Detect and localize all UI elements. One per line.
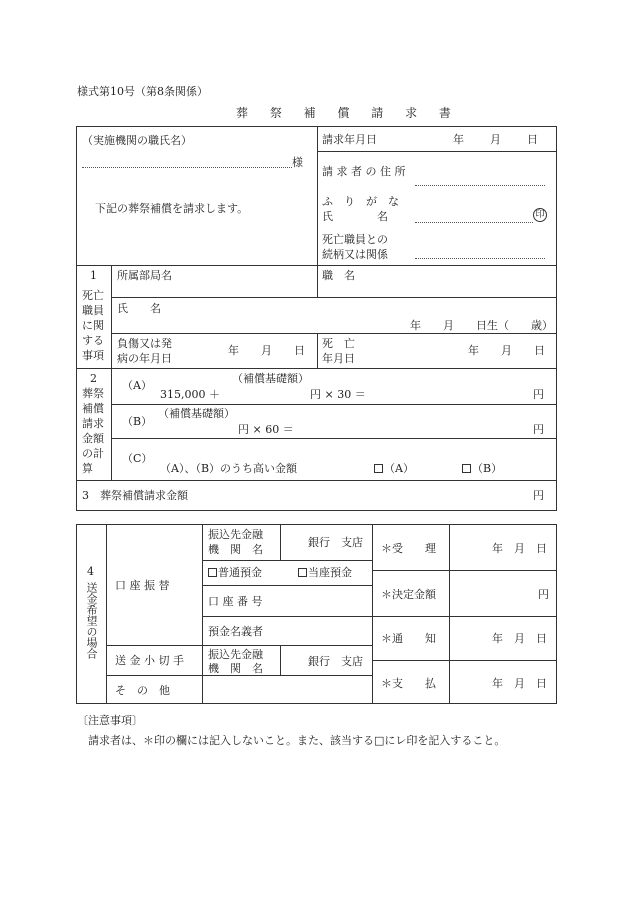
paid-date: 年 月 日 (492, 677, 547, 690)
agency-label: （実施機関の職氏名） (82, 134, 192, 147)
section2-label-line-5: の計 (82, 447, 104, 460)
section3-yen: 円 (533, 489, 544, 502)
account-number-label: 口 座 番 号 (208, 595, 263, 608)
calc-b-yen: 円 (533, 423, 544, 436)
claimant-name-field[interactable] (415, 222, 533, 223)
checkbox-icon (462, 464, 471, 473)
section1-label-line-5: 事項 (82, 349, 104, 362)
ordinary-deposit-label: 普通預金 (218, 566, 262, 579)
other-label: そ の 他 (115, 684, 170, 697)
injury-label-2: 病の年月日 (117, 352, 172, 365)
section2-label-line-4: 金額 (82, 432, 104, 445)
calc-a-formula-start: 315,000 ＋ (160, 388, 220, 401)
section2-number: 2 (90, 372, 97, 385)
account-holder-label: 預金名義者 (208, 625, 263, 638)
relation-label-1: 死亡職員との (322, 233, 388, 246)
section1-number: 1 (90, 269, 97, 282)
death-label-1: 死 亡 (322, 337, 355, 350)
calc-a-label: （A） (122, 379, 152, 392)
calc-a-yen: 円 (533, 388, 544, 401)
request-date-label: 請求年月日 (322, 133, 377, 146)
calc-b-formula: 円 × 60 ＝ (238, 423, 294, 436)
bank-branch-label: 銀行 支店 (308, 536, 363, 549)
calc-b-label: （B） (122, 415, 153, 428)
request-day-label: 日 (527, 133, 538, 146)
request-text: 下記の葬祭補償を請求します。 (95, 202, 249, 215)
calc-c-option-a[interactable] (374, 463, 414, 474)
calc-a-formula-end: 円 × 30 ＝ (310, 388, 366, 401)
seal-icon: 印 (533, 208, 547, 222)
notes-heading: 〔注意事項〕 (77, 714, 143, 727)
calc-c-option-b[interactable] (462, 463, 502, 474)
notice-label: ＊通 知 (381, 632, 436, 645)
calc-c-label: （C） (122, 452, 153, 465)
calc-c-option-a-label: （A） (384, 462, 414, 475)
address-label: 請 求 者 の 住 所 (322, 165, 406, 178)
section4-label: 送金希望の場合 (85, 582, 98, 659)
form-title: 葬 祭 補 償 請 求 書 (236, 106, 460, 120)
current-deposit-option[interactable] (298, 567, 352, 578)
bank-label-1: 振込先金融 (208, 528, 263, 541)
death-label-2: 年月日 (322, 352, 355, 365)
check-bank-label-1: 振込先金融 (208, 648, 263, 661)
section3-label: 3 葬祭補償請求金額 (82, 489, 188, 502)
form-number-label: 様式第10号（第8条関係） (77, 85, 208, 98)
claimant-name-label: 氏 名 (322, 210, 388, 223)
section2-label-line-2: 補償 (82, 402, 104, 415)
relation-field[interactable] (415, 258, 545, 259)
calc-a-basis-label: （補償基礎額） (232, 372, 309, 385)
checkbox-icon (374, 464, 383, 473)
section2-label-line-1: 葬祭 (82, 387, 104, 400)
section4-number: 4 (87, 565, 94, 578)
birth-date-text: 年 月 日生（ 歳） (410, 319, 553, 332)
remittance-table-border (76, 524, 557, 704)
decided-amount-label: ＊決定金額 (381, 588, 436, 601)
furigana-label: ふ り が な (322, 195, 399, 208)
notes-text: 請求者は、＊印の欄には記入しないこと。また、該当する□にレ印を記入すること。 (88, 734, 506, 747)
remittance-check-label: 送 金 小 切 手 (115, 654, 184, 667)
section1-label-line-3: に関 (82, 319, 104, 332)
notice-date: 年 月 日 (492, 632, 547, 645)
death-date: 年 月 日 (468, 344, 545, 357)
received-date: 年 月 日 (492, 542, 547, 555)
bank-label-2: 機 関 名 (208, 543, 263, 556)
ordinary-deposit-option[interactable] (208, 567, 262, 578)
request-year-label: 年 (453, 133, 464, 146)
injury-date: 年 月 日 (228, 344, 305, 357)
request-month-label: 月 (490, 133, 501, 146)
decided-amount-yen: 円 (538, 588, 549, 601)
calc-b-basis-label: （補償基礎額） (158, 407, 235, 420)
check-bank-branch-label: 銀行 支店 (308, 655, 363, 668)
current-deposit-label: 当座預金 (308, 566, 352, 579)
deceased-name-label: 氏 名 (117, 302, 161, 315)
relation-label-2: 続柄又は関係 (322, 248, 388, 261)
received-label: ＊受 理 (381, 542, 436, 555)
account-transfer-label: 口 座 振 替 (115, 579, 170, 592)
section1-label-line-1: 死亡 (82, 289, 104, 302)
checkbox-icon (208, 568, 217, 577)
dept-label: 所属部局名 (117, 269, 172, 282)
section2-label-line-6: 算 (82, 462, 93, 475)
sama-label: 様 (292, 156, 303, 169)
checkbox-icon (298, 568, 307, 577)
calc-c-text: （A）、（B）のうち高い金額 (160, 462, 298, 475)
address-field[interactable] (415, 185, 545, 186)
section1-label-line-4: する (82, 334, 104, 347)
section2-label-line-3: 請求 (82, 417, 104, 430)
injury-label-1: 負傷又は発 (117, 337, 172, 350)
calc-c-option-b-label: （B） (472, 462, 503, 475)
post-label: 職 名 (322, 269, 355, 282)
paid-label: ＊支 払 (381, 677, 436, 690)
check-bank-label-2: 機 関 名 (208, 662, 263, 675)
section1-label-line-2: 職員 (82, 304, 104, 317)
